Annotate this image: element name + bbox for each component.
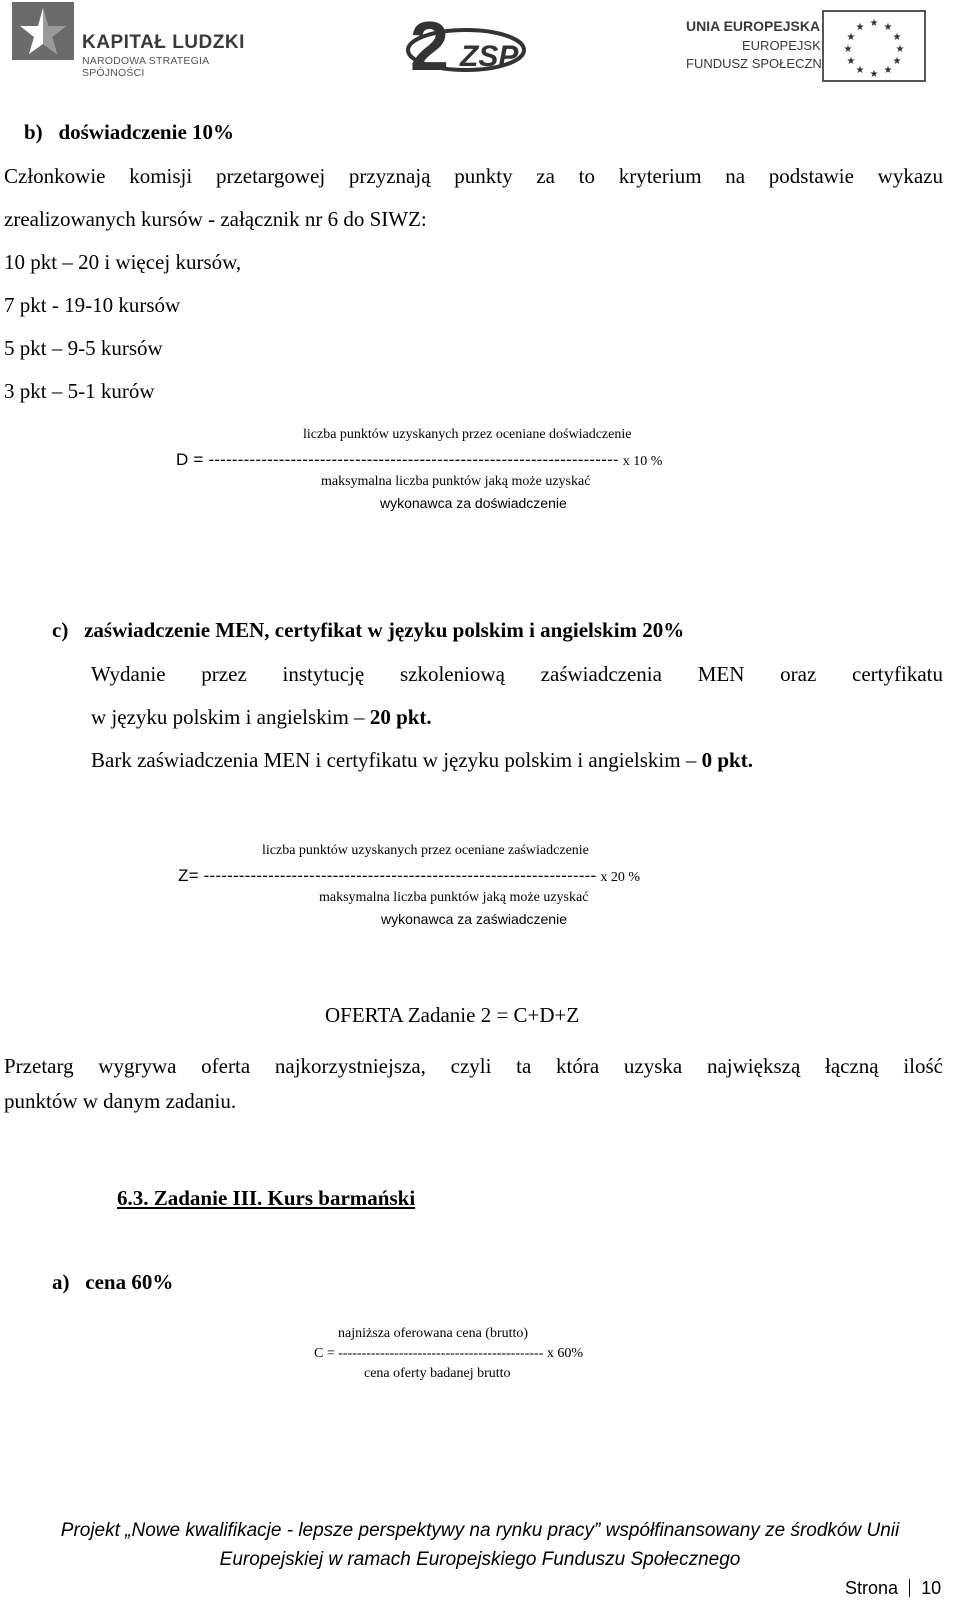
formula-c-denominator: cena oferty badanej brutto xyxy=(364,1366,511,1381)
section-b-item: 7 pkt - 19-10 kursów xyxy=(4,293,181,317)
section-c-para2-text: Bark zaświadczenia MEN i certyfikatu w języku polskim i angielskim – xyxy=(91,748,702,772)
footer-line1: Projekt „Nowe kwalifikacje - lepsze perspektywy na rynku pracy” współfinansowany ze środków Unii xyxy=(60,1520,900,1541)
section-c-title: zaświadczenie MEN, certyfikat w języku polskim i angielskim 20% xyxy=(84,618,685,642)
ue-line3: FUNDUSZ SPOŁECZNY xyxy=(686,56,831,71)
svg-text:★: ★ xyxy=(855,65,865,76)
svg-text:★: ★ xyxy=(892,56,902,67)
formula-c-numerator: najniższa oferowana cena (brutto) xyxy=(338,1326,529,1341)
page-number-value: 10 xyxy=(921,1578,942,1598)
page-divider xyxy=(909,1579,910,1597)
ue-line1: UNIA EUROPEJSKA xyxy=(686,18,821,34)
svg-text:★: ★ xyxy=(846,56,856,67)
svg-text:★: ★ xyxy=(883,65,893,76)
svg-text:★: ★ xyxy=(892,32,902,43)
formula-z-lhs: Z= xyxy=(178,866,204,885)
formula-d-multiplier: x 10 % xyxy=(622,454,663,469)
section-b-para-line2: zrealizowanych kursów - załącznik nr 6 do SIWZ: xyxy=(4,207,427,231)
page-number xyxy=(845,1578,941,1599)
kapital-ludzki-title: KAPITAŁ LUDZKI xyxy=(82,32,245,53)
svg-text:★: ★ xyxy=(846,32,856,43)
section-b-item: 5 pkt – 9-5 kursów xyxy=(4,336,163,360)
section-c-points-0: 0 pkt. xyxy=(701,748,753,772)
formula-d-dashes: ---------------------------------------------------------------------- xyxy=(208,450,619,469)
offer-conclusion-line2: punktów w danym zadaniu. xyxy=(4,1089,237,1113)
formula-d-line xyxy=(176,450,662,470)
offer-formula: OFERTA Zadanie 2 = C+D+Z xyxy=(325,1003,580,1027)
zsp-logo-icon xyxy=(398,8,528,80)
page-label: Strona xyxy=(845,1578,899,1598)
formula-d-denominator-1: maksymalna liczba punktów jaką może uzyskać xyxy=(321,474,591,489)
section-c-heading xyxy=(52,618,684,643)
svg-text:★: ★ xyxy=(869,69,879,80)
section-63-heading: 6.3. Zadanie III. Kurs barmański xyxy=(117,1186,416,1210)
section-c-para2 xyxy=(91,748,753,773)
formula-z-denominator-2: wykonawca za zaświadczenie xyxy=(381,911,567,927)
formula-z-multiplier: x 20 % xyxy=(600,870,641,885)
svg-text:★: ★ xyxy=(869,18,879,29)
formula-d-denominator-2: wykonawca za doświadczenie xyxy=(380,495,567,511)
section-b-para-line1: Członkowie komisji przetargowej przyznają punkty za to kryterium na podstawie wykazu xyxy=(4,164,943,188)
svg-text:★: ★ xyxy=(843,44,853,55)
svg-text:★: ★ xyxy=(895,44,905,55)
kapital-ludzki-star-icon xyxy=(12,2,74,60)
section-c-para1-line1: Wydanie przez instytucję szkoleniową zaświadczenia MEN oraz certyfikatu xyxy=(91,662,943,686)
svg-text:ZSP: ZSP xyxy=(460,40,519,73)
zsp-logo xyxy=(398,8,528,80)
ue-line2: EUROPEJSKI xyxy=(742,38,825,53)
footer-line2: Europejskiej w ramach Europejskiego Funduszu Społecznego xyxy=(219,1549,741,1570)
svg-text:★: ★ xyxy=(855,22,865,33)
section-c-letter: c) xyxy=(52,618,69,642)
section-b-item: 3 pkt – 5-1 kurów xyxy=(4,379,155,403)
eu-flag-icon xyxy=(822,10,926,82)
section-b-heading xyxy=(24,120,234,145)
section-63-a-title: cena 60% xyxy=(85,1270,174,1294)
section-b-item: 10 pkt – 20 i więcej kursów, xyxy=(4,250,242,274)
formula-d-lhs: D = xyxy=(176,450,209,469)
formula-z-line xyxy=(178,866,640,886)
kapital-ludzki-logo xyxy=(12,2,262,82)
section-b-title: doświadczenie 10% xyxy=(58,120,235,144)
formula-d-numerator: liczba punktów uzyskanych przez oceniane doświadczenie xyxy=(303,427,632,442)
formula-z-denominator-1: maksymalna liczba punktów jaką może uzyskać xyxy=(319,890,589,905)
formula-c-line: C = -------------------------------------------- x 60% xyxy=(314,1346,584,1361)
svg-text:2: 2 xyxy=(410,8,449,80)
svg-text:★: ★ xyxy=(883,22,893,33)
section-c-points-20: 20 pkt. xyxy=(369,705,432,729)
offer-conclusion-line1: Przetarg wygrywa oferta najkorzystniejsza, czyli ta która uzyska największą łączną ilość xyxy=(4,1054,943,1078)
section-63-a-letter: a) xyxy=(52,1270,70,1294)
formula-z-dashes: ------------------------------------------------------------------- xyxy=(203,866,597,885)
section-c-para1-line2-text: w języku polskim i angielskim – xyxy=(91,705,370,729)
section-c-para1-line2 xyxy=(91,705,432,730)
formula-z-numerator: liczba punktów uzyskanych przez oceniane zaświadczenie xyxy=(262,843,589,858)
section-63-a-heading xyxy=(52,1270,173,1295)
kapital-ludzki-subtitle: NARODOWA STRATEGIA SPÓJNOŚCI xyxy=(82,55,209,79)
section-b-letter: b) xyxy=(24,120,43,144)
